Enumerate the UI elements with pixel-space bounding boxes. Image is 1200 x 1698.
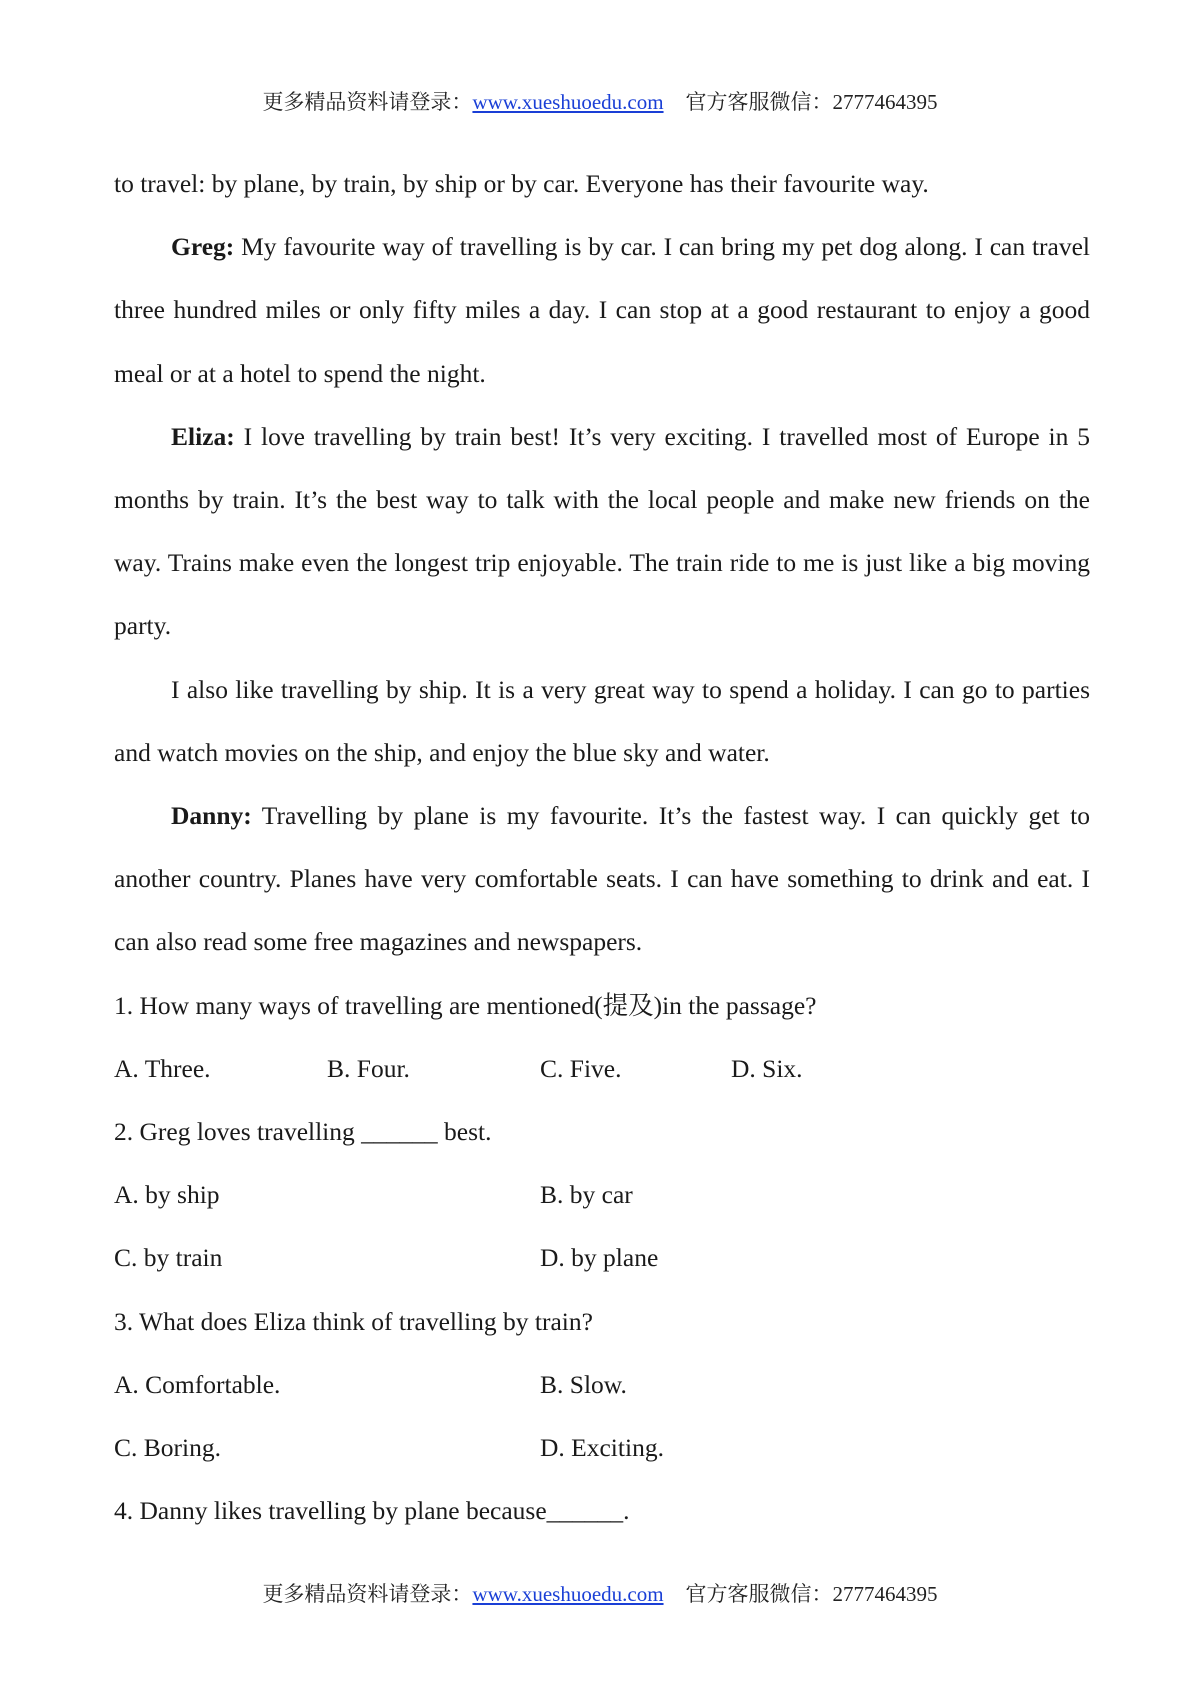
question-1-stem: 1. How many ways of travelling are mentioned(提及)in the passage? [114, 990, 817, 1020]
passage-greg [114, 215, 1090, 405]
header-website-link[interactable]: www.xueshuoedu.com [472, 90, 664, 114]
question-3-stem: 3. What does Eliza think of travelling by train? [114, 1306, 593, 1336]
question-3-options-row-1 [114, 1353, 1090, 1416]
question-2-option-a: A. by ship [114, 1180, 220, 1210]
page-header [0, 86, 1200, 116]
question-3-option-c: C. Boring. [114, 1433, 221, 1462]
footer-prefix: 更多精品资料请登录： [262, 1582, 473, 1606]
footer-service-contact: 官方客服微信：2777464395 [685, 1582, 938, 1606]
question-2-option-b: B. by car [540, 1180, 633, 1210]
speaker-name-greg: Greg: [171, 232, 235, 262]
header-prefix: 更多精品资料请登录： [262, 90, 473, 114]
passage-danny [114, 784, 1090, 974]
question-4-stem: 4. Danny likes travelling by plane because______. [114, 1496, 630, 1526]
header-service-contact: 官方客服微信：2777464395 [685, 90, 938, 114]
question-2-option-c: C. by train [114, 1243, 223, 1273]
question-3-option-b: B. Slow. [540, 1369, 627, 1399]
passage-greg-text: My favourite way of travelling is by car. I can bring my pet dog along. I can travel three hundred miles or only fifty miles a day. I can stop at a good restaurant to enjoy a good meal or at a hotel to spend the night. [114, 232, 1090, 388]
page-footer [0, 1578, 1200, 1608]
speaker-name-eliza: Eliza: [171, 421, 235, 451]
question-1-options [114, 1037, 1090, 1100]
question-1-option-d: D. Six. [731, 1053, 803, 1083]
question-1-option-c: C. Five. [540, 1053, 622, 1083]
question-2-options-row-1 [114, 1163, 1090, 1226]
passage-intro: to travel: by plane, by train, by ship or by car. Everyone has their favourite way. [114, 169, 929, 198]
question-3-option-d: D. Exciting. [540, 1433, 664, 1462]
question-2-options-row-2 [114, 1226, 1090, 1289]
speaker-name-danny: Danny: [171, 801, 252, 831]
passage-danny-text: Travelling by plane is my favourite. It’s the fastest way. I can quickly get to another country. Planes have very comfortable seats. I can have something to drink and eat. I can also read some free magazines and newspapers. [114, 801, 1090, 957]
passage-eliza [114, 405, 1090, 658]
passage-eliza-ship: I also like travelling by ship. It is a very great way to spend a holiday. I can go to parties and watch movies on the ship, and enjoy the blue sky and water. [114, 674, 1090, 767]
question-1-option-a: A. Three. [114, 1053, 211, 1083]
passage-eliza-text: I love travelling by train best! It’s very exciting. I travelled most of Europe in 5 months by train. It’s the best way to talk with the local people and make new friends on the way. Trains make even the longest trip enjoyable. The train ride to me is just like a big moving party. [114, 421, 1090, 641]
document-body [114, 152, 1090, 1542]
question-3-option-a: A. Comfortable. [114, 1369, 281, 1399]
question-3-options-row-2 [114, 1416, 1090, 1479]
footer-website-link[interactable]: www.xueshuoedu.com [472, 1582, 664, 1606]
question-2-stem: 2. Greg loves travelling ______ best. [114, 1117, 492, 1147]
question-1-option-b: B. Four. [327, 1053, 410, 1083]
question-2-option-d: D. by plane [540, 1243, 659, 1273]
